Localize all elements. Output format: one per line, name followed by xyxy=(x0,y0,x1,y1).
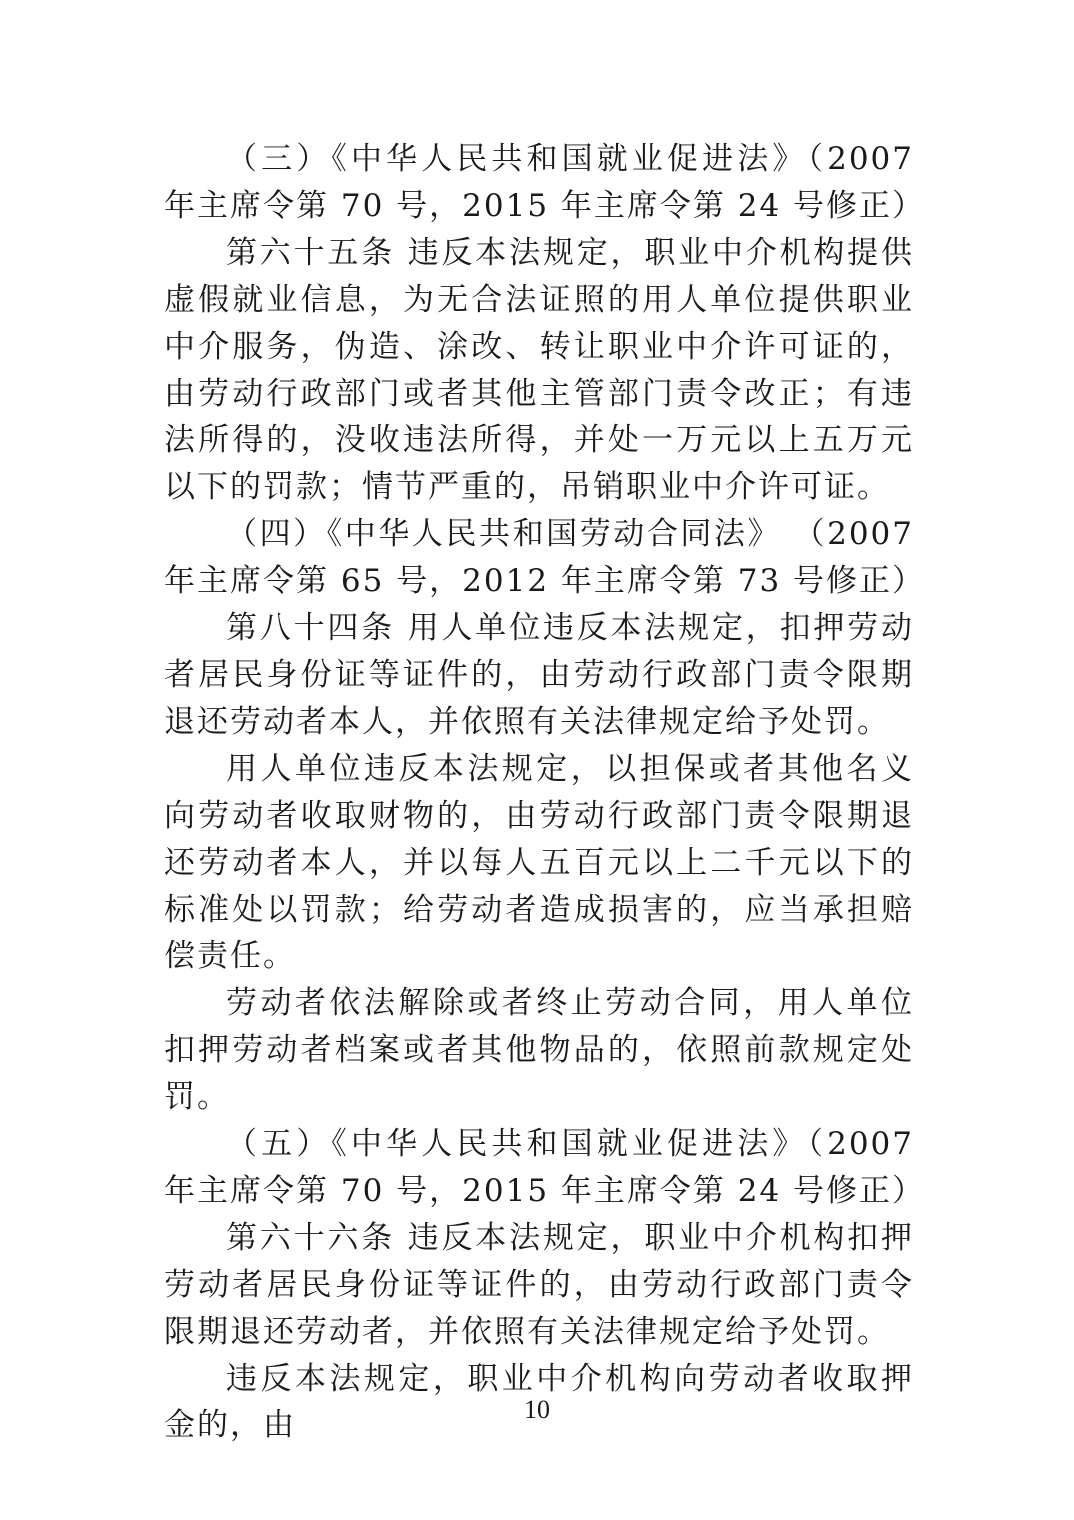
article-65: 第六十五条 违反本法规定，职业中介机构提供虚假就业信息，为无合法证照的用人单位提供职业中介服务，伪造、涂改、转让职业中介许可证的，由劳动行政部门或者其他主管部门责令改正；有违法所得的，没收违法所得，并处一万元以上五万元以下的罚款；情节严重的，吊销职业中介许可证。 xyxy=(164,234,914,506)
page-number: 10 xyxy=(524,1395,550,1424)
article-84: 第八十四条 用人单位违反本法规定，扣押劳动者居民身份证等证件的，由劳动行政部门责令限期退还劳动者本人，并依照有关法律规定给予处罚。 xyxy=(164,610,914,740)
law-heading-5: （五）《中华人民共和国就业促进法》（2007 年主席令第 70 号，2015 年主席令第 24 号修正） xyxy=(164,1126,926,1209)
article-66: 第六十六条 违反本法规定，职业中介机构扣押劳动者居民身份证等证件的，由劳动行政部门责令限期退还劳动者，并依照有关法律规定给予处罚。 xyxy=(164,1219,914,1350)
article-66-para-2: 违反本法规定，职业中介机构向劳动者收取押金的，由 xyxy=(164,1360,914,1444)
law-heading-4: （四）《中华人民共和国劳动合同法》 （2007 年主席令第 65 号，2012 年主席令第 73 号修正） xyxy=(164,516,926,600)
article-84-para-2: 用人单位违反本法规定，以担保或者其他名义向劳动者收取财物的，由劳动行政部门责令限期退还劳动者本人，并以每人五百元以上二千元以下的标准处以罚款；给劳动者造成损害的，应当承担赔偿责任。 xyxy=(164,750,914,975)
law-heading-3: （三）《中华人民共和国就业促进法》（2007 年主席令第 70 号，2015 年主席令第 24 号修正） xyxy=(164,141,926,224)
document-body xyxy=(164,136,926,1449)
article-84-para-3: 劳动者依法解除或者终止劳动合同，用人单位扣押劳动者档案或者其他物品的，依照前款规定处罚。 xyxy=(164,985,914,1116)
